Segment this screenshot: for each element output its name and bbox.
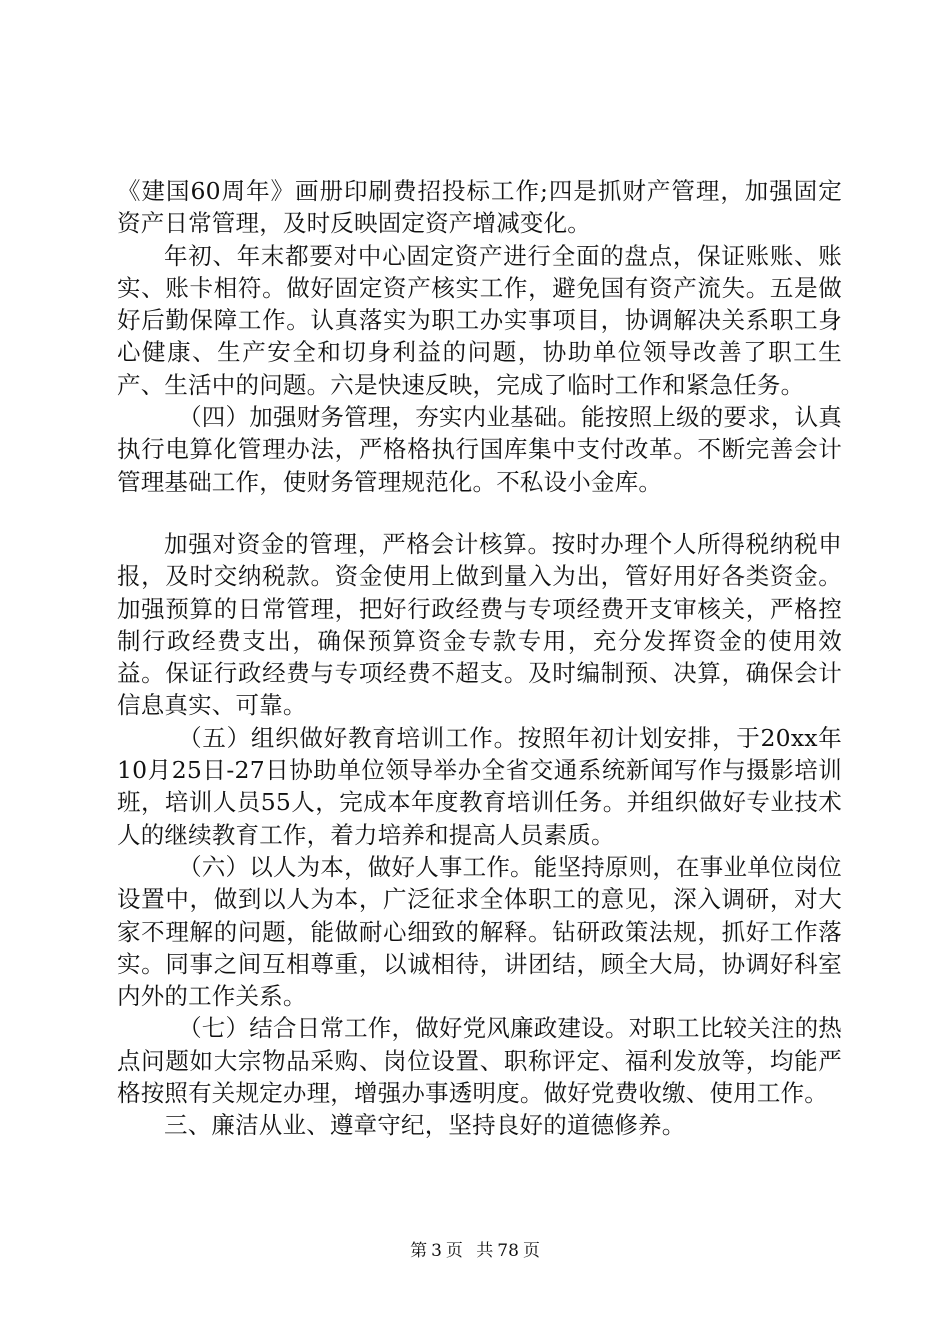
paragraph-part-3-heading: 三、廉洁从业、遵章守纪，坚持良好的道德修养。: [164, 1111, 686, 1140]
paragraph-continuation: 《建国60周年》画册印刷费招投标工作;四是抓财产管理，加强固定资产日常管理，及时反映固定资产增减变化。: [117, 177, 842, 238]
page-total-label: [474, 1241, 542, 1261]
paragraph-section-6-personnel: （六）以人为本，做好人事工作。能坚持原则，在事业单位岗位设置中，做到以人为本，广泛征求全体职工的意见，深入调研，对大家不理解的问题，能做耐心细致的解释。钻研政策法规，抓好工作落实。同事之间互相尊重，以诚相待，讲团结，顾全大局，协调好科室内外的工作关系。: [117, 852, 842, 1011]
page-unit: 页: [445, 1241, 463, 1261]
page-current: 3: [431, 1241, 442, 1261]
paragraph-section-5-training: （五）组织做好教育培训工作。按照年初计划安排，于20xx年10月25日-27日协助单位领导举办全省交通系统新闻写作与摄影培训班，培训人员55人，完成本年度教育培训任务。并组织做好专业技术人的继续教育工作，着力培养和提高人员素质。: [117, 723, 842, 849]
page-footer: [0, 1240, 950, 1262]
document-body: [117, 175, 842, 1142]
total-unit: 页: [522, 1241, 540, 1261]
paragraph-fund-management: 加强对资金的管理，严格会计核算。按时办理个人所得税纳税申报，及时交纳税款。资金使用上做到量入为出，管好用好各类资金。加强预算的日常管理，把好行政经费与专项经费开支审核关，严格控制行政经费支出，确保预算资金专款专用，充分发挥资金的使用效益。保证行政经费与专项经费不超支。及时编制预、决算，确保会计信息真实、可靠。: [117, 529, 842, 720]
total-prefix: 共: [476, 1241, 494, 1261]
page-prefix: 第: [410, 1241, 428, 1261]
page-total: 78: [497, 1241, 519, 1261]
paragraph-section-7-integrity: （七）结合日常工作，做好党风廉政建设。对职工比较关注的热点问题如大宗物品采购、岗位设置、职称评定、福利发放等，均能严格按照有关规定办理，增强办事透明度。做好党费收缴、使用工作。: [117, 1014, 842, 1108]
paragraph-section-4-finance: （四）加强财务管理，夯实内业基础。能按照上级的要求，认真执行电算化管理办法，严格格执行国库集中支付改革。不断完善会计管理基础工作，使财务管理规范化。不私设小金库。: [117, 403, 842, 496]
paragraph-asset-inventory: 年初、年末都要对中心固定资产进行全面的盘点，保证账账、账实、账卡相符。做好固定资产核实工作，避免国有资产流失。五是做好后勤保障工作。认真落实为职工办实事项目，协调解决关系职工身心健康、生产安全和切身利益的问题，协助单位领导改善了职工生产、生活中的问题。六是快速反映，完成了临时工作和紧急任务。: [117, 241, 842, 399]
page-number-label: [408, 1241, 465, 1261]
